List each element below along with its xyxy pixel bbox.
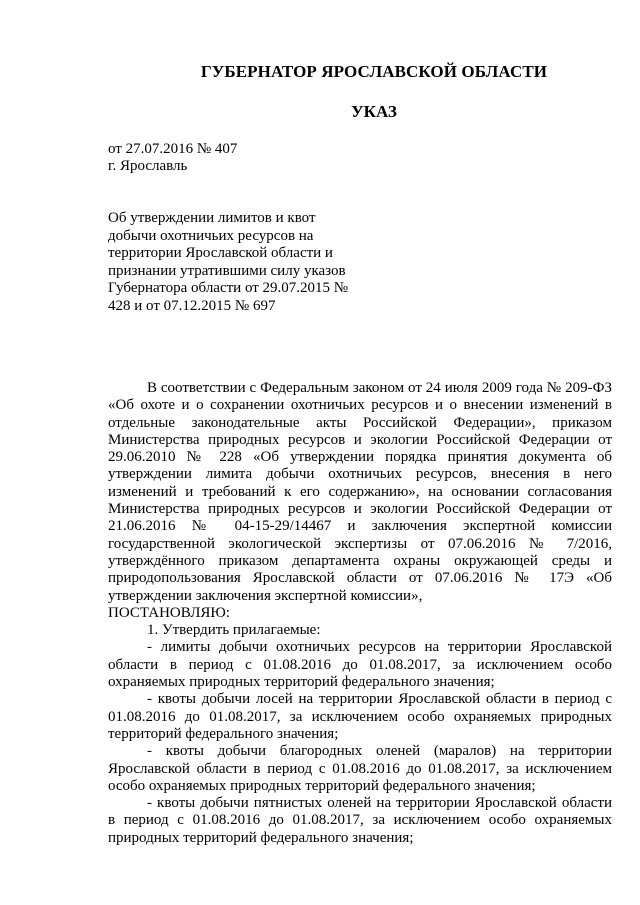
decree-subject: Об утверждении лимитов и квот добычи охотничьих ресурсов на территории Ярославской области и признании утратившими силу указов Губернатора области от 29.07.2015 № 428 и от 07.12.2015 № 697	[108, 210, 349, 314]
bullet-moose-quotas: - квоты добычи лосей на территории Ярославской области в период с 01.08.2016 до 01.08.2017, за исключением особо охраняемых природных территорий федерального значения;	[108, 691, 612, 742]
bullet-hunting-limits: - лимиты добычи охотничьих ресурсов на территории Ярославской области в период с 01.08.2016 до 01.08.2017, за исключением особо охраняемых природных территорий федерального значения;	[108, 639, 612, 691]
decree-heading: УКАЗ	[351, 102, 397, 121]
decree-meta	[108, 141, 237, 175]
resolve-line: ПОСТАНОВЛЯЮ:	[108, 604, 230, 621]
bullet-red-deer-quotas: - квоты добычи благородных оленей (маралов) на территории Ярославской области в период с 01.08.2016 до 01.08.2017, за исключением особо охраняемых природных территорий федерального значения;	[108, 743, 612, 794]
decree-body	[108, 380, 612, 847]
item-1-heading: 1. Утвердить прилагаемые:	[147, 622, 321, 639]
decree-city: г. Ярославль	[108, 158, 188, 174]
bullet-sika-deer-quotas: - квоты добычи пятнистых оленей на территории Ярославской области в период с 01.08.2016 до 01.08.2017, за исключением особо охраняемых природных территорий федерального значения;	[108, 795, 612, 846]
preamble-paragraph: В соответствии с Федеральным законом от 24 июля 2009 года № 209-ФЗ «Об охоте и о сохранении охотничьих ресурсов и о внесении изменений в отдельные законодательные акты Российской Федерации», приказом Министерства природных ресурсов и экологии Российской Федерации от 29.06.2010 № 228 «Об утверждении порядка принятия документа об утверждении лимита добычи охотничьих ресурсов, внесения в него изменений и требований к его содержанию», на основании согласования Министерства природных ресурсов и экологии Российской Федерации от 21.06.2016 № 04-15-29/14467 и заключения экспертной комиссии государственной экологической экспертизы от 07.06.2016 № 7/2016, утверждённого приказом департамента охраны окружающей среды и природопользования Ярославской области от 07.06.2016 № 17Э «Об утверждении заключения экспертной комиссии»,	[108, 380, 612, 604]
decree-date-number: от 27.07.2016 № 407	[108, 141, 238, 157]
authority-heading: ГУБЕРНАТОР ЯРОСЛАВСКОЙ ОБЛАСТИ	[200, 62, 548, 81]
